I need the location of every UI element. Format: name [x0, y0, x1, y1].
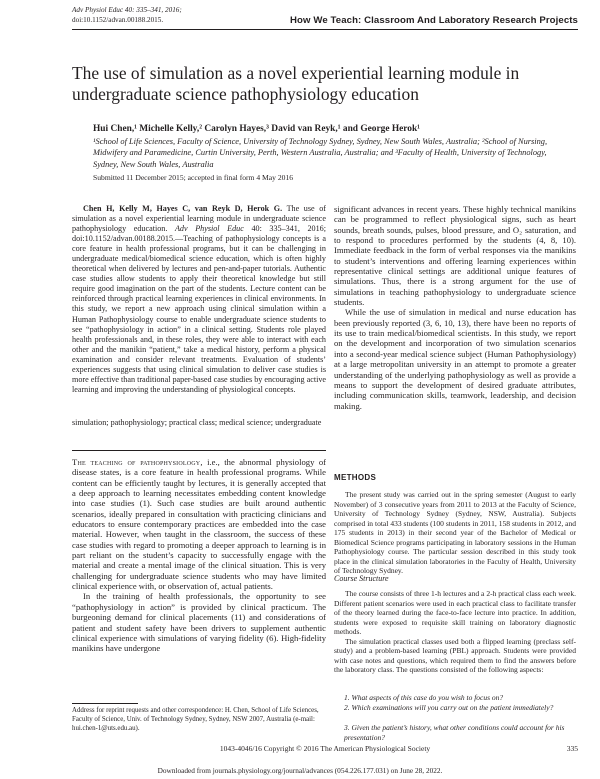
download-notice: Downloaded from journals.physiology.org/journal/advances (054.226.177.031) on June 28, 2022. [157, 766, 443, 775]
intro-paragraph-4: While the use of simulation in medical and nurse education has been previously reported (3, 6, 10, 13), there have been no reports of its use to train medical/biomedical scientists. In this study, we report on the development and incorporation of two simulation scenarios into a second-year medical science subject (Human Pathophysiology) at a large metropolitan university in an attempt to promote a greater understanding of the underlying pathophysiology as well as provide a means to support the development of desired graduate attributes, including communication skills, teamwork, leadership, and decision making. [334, 307, 576, 411]
question-1: 1. What aspects of this case do you wish to focus on? [344, 693, 504, 702]
correspondence-footnote: Address for reprint requests and other correspondence: H. Chen, School of Life Sciences, Faculty of Science, Univ. of Technology Sydney, Sydney, NSW 2007, Australia (e-mail: hui.chen-1@uts.edu.au). [72, 707, 319, 732]
intro-lead-in: The teaching of pathophysiology, [72, 457, 203, 467]
intro-paragraph-1: The teaching of pathophysiology, i.e., the abnormal physiology of disease states, is a core feature in health professional programs. While content can be efficiently taught by lectures, it is generally accepted that a deep approach to learning necessitates embedding content knowledge into case studies (1). Such case studies are built around authentic scenarios, ideally prepared in consultation with practicing clinicians and educators to ensure contemporary practices are embedded into the case material. However, when taught in the classroom, the success of these case studies with regard to promoting a deeper approach to learning is in part reliant on the student’s capacity to successfully engage with the material and create a mental image of the clinical situation. This is very challenging for undergraduate science students who may have limited clinical experience with, or observation of, actual patients. [72, 457, 326, 592]
journal-header [72, 6, 182, 25]
submission-dates: Submitted 11 December 2015; accepted in final form 4 May 2016 [93, 173, 294, 182]
doi: doi:10.1152/advan.00188.2015. [72, 15, 164, 24]
course-paragraph-2: The simulation practical classes used both a flipped learning (preclass self-study) and a problem-based learning (PBL) approach. Students were provided with case notes and questions, which required them to find the answers before the laboratory class. The questions consisted of the following aspects: [334, 636, 576, 675]
methods-heading: METHODS [334, 473, 377, 482]
affiliations: ¹School of Life Sciences, Faculty of Science, University of Technology Sydney, Sydney, New South Wales, Australia; ²School of Nursing, Midwifery and Paramedicine, Curtin University, Perth, Western Australia, Australia; and ³Faculty of Health, University of Technology, Sydney, New South Wales, Australia [93, 137, 548, 169]
abstract-journal: Adv Physiol Educ [174, 224, 244, 234]
course-paragraph-1: The course consists of three 1-h lectures and a 2-h practical class each week. Different patient scenarios were used in each practical class to facilitate transfer of the theory learned during the face-to-face lecture into practice. In addition, students were exposed to requisite skill training on laboratory diagnostic methods. [334, 589, 576, 637]
section-title: How We Teach: Classroom And Laboratory Research Projects [290, 15, 578, 26]
intro-paragraph-2: In the training of health professionals, the opportunity to see “pathophysiology in action” is provided by clinical practicum. The burgeoning demand for clinical placements (11) and considerations of patient and student safety have been drivers to supplement authentic clinical experience with simulations of varying fidelity (6). High-fidelity manikins have undergone [72, 591, 326, 654]
author-list: Hui Chen,¹ Michelle Kelly,² Carolyn Hayes,³ David van Reyk,¹ and George Herok¹ [93, 124, 420, 134]
course-structure [334, 589, 576, 675]
introduction-right [334, 204, 576, 411]
page-number: 335 [566, 744, 578, 753]
abstract-rule [72, 450, 326, 451]
abstract [72, 204, 326, 395]
header-rule [72, 29, 578, 30]
question-3: 3. Given the patient’s history, what other conditions could account for his presentation? [344, 723, 565, 742]
abstract-citation-authors: Chen H, Kelly M, Hayes C, van Reyk D, Herok G. [83, 204, 283, 213]
copyright-line: 1043-4046/16 Copyright © 2016 The American Physiological Society [219, 744, 431, 753]
course-structure-heading: Course Structure [334, 574, 389, 583]
methods-paragraph-1: The present study was carried out in the spring semester (August to early November) of 3 consecutive years from 2011 to 2013 at the Faculty of Science, University of Technology Sydney (Sydney, NSW, Australia). Subjects comprised in total 433 students (100 students in 2011, 158 students in 2012, and 175 students in 2013) in their second year of the Bachelor of Medical or Biomedical Science programs participating in laboratory sessions in the Human Pathophysiology course. The particular session described in this study took place in the clinical simulation laboratories in the Faculty of Health, University of Technology Sydney. [334, 490, 576, 576]
footnote-rule [72, 703, 138, 704]
abstract-citation-title: The use of simulation as a novel experiential learning module in undergraduate science pathophysiology education. [72, 204, 327, 234]
question-2: 2. Which examinations will you carry out on the patient immediately? [344, 703, 554, 712]
abstract-body: 40: 335–341, 2016; doi:10.1152/advan.00188.2015.—Teaching of pathophysiology concepts is a core feature in health professional programs, but it can be challenging in undergraduate medical/biomedical science education, which is often highly theoretical when delivered by lectures and pen-and-paper tutorials. Authentic case studies allow students to apply their theoretical knowledge but still require good imagination on the part of the students. Lecture content can be reinforced through practical learning experiences in clinical environments. In this study, we report a new approach using clinical simulation within a Human Pathophysiology course to enable undergraduate science students to see “pathophysiology in action” in a clinical setting. Students role played health professionals and, in these roles, they were able to interact with each other and the manikin “patient,” take a medical history, perform a physical examination and consider relevant treatments. Evaluation of students’ experiences suggests that using clinical simulation to deliver case studies is more effective than traditional paper-based case studies by encouraging active learning and improving the understanding of physiological concepts. [72, 224, 326, 394]
introduction-left [72, 457, 326, 654]
keywords: simulation; pathophysiology; practical class; medical science; undergraduate [72, 418, 322, 427]
journal-reference: Adv Physiol Educ 40: 335–341, 2016; [72, 6, 182, 14]
article-title: The use of simulation as a novel experiential learning module in undergraduate science pathophysiology education [72, 63, 520, 104]
intro-paragraph-3: significant advances in recent years. These highly technical manikins can be programmed to reflect physiological signs, such as heart sounds, breath sounds, pulses, blood pressure, and O₂ saturation, and to respond to procedures performed by the students (4, 8, 10). Immediate feedback in the form of verbal responses via the manikins to student’s interventions and offering learning experiences within representative clinical settings are additional unique features of simulations. Thus, there is a strong argument for the use of simulations in teaching pathophysiology to undergraduate science students. [334, 204, 576, 308]
